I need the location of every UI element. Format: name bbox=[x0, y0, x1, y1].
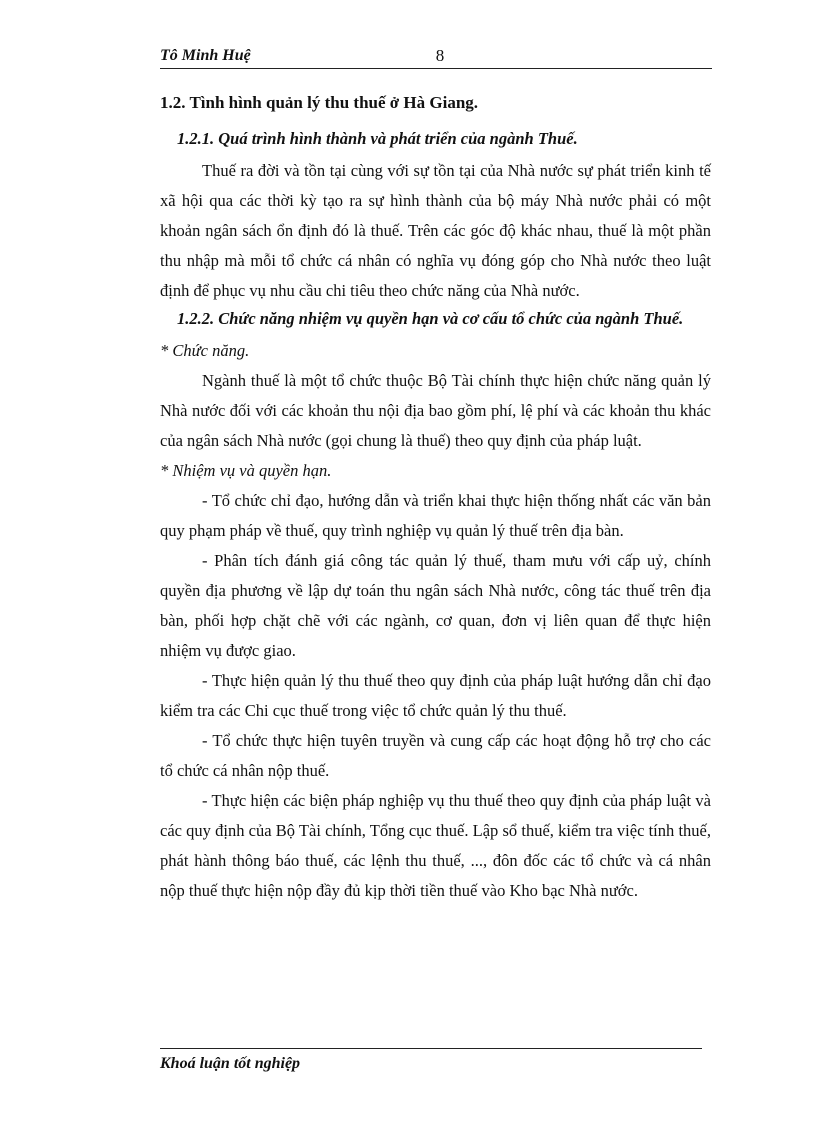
duty-label: * Nhiệm vụ và quyền hạn. bbox=[160, 461, 332, 480]
subsection-title-1: 1.2.1. Quá trình hình thành và phát triển của ngành Thuế. bbox=[177, 129, 578, 148]
page-content bbox=[160, 92, 711, 906]
duty-item: - Phân tích đánh giá công tác quản lý thuế, tham mưu với cấp uỷ, chính quyền địa phương về lập dự toán thu ngân sách Nhà nước, công tác thuế trên địa bàn, phối hợp chặt chẽ với các ngành, cơ quan, đơn vị liên quan để thực hiện nhiệm vụ được giao. bbox=[160, 551, 711, 660]
duty-item: - Tổ chức chỉ đạo, hướng dẫn và triển khai thực hiện thống nhất các văn bản quy phạm pháp về thuế, quy trình nghiệp vụ quản lý thuế trên địa bàn. bbox=[160, 491, 711, 540]
duty-item: - Thực hiện các biện pháp nghiệp vụ thu thuế theo quy định của pháp luật và các quy định của Bộ Tài chính, Tổng cục thuế. Lập sổ thuế, kiểm tra việc tính thuế, phát hành thông báo thuế, các lệnh thu thuế, ..., đôn đốc các tổ chức và cá nhân nộp thuế thực hiện nộp đầy đủ kịp thời tiền thuế vào Kho bạc Nhà nước. bbox=[160, 791, 711, 900]
subsection-title-2: 1.2.2. Chức năng nhiệm vụ quyền hạn và cơ cấu tổ chức của ngành Thuế. bbox=[177, 309, 684, 328]
duty-item: - Thực hiện quản lý thu thuế theo quy định của pháp luật hướng dẫn chỉ đạo kiểm tra các Chi cục thuế trong việc tổ chức quản lý thu thuế. bbox=[160, 671, 711, 720]
section-title: 1.2. Tình hình quản lý thu thuế ở Hà Giang. bbox=[160, 93, 479, 112]
paragraph-function: Ngành thuế là một tổ chức thuộc Bộ Tài chính thực hiện chức năng quản lý Nhà nước đối với các khoản thu nội địa bao gồm phí, lệ phí và các khoản thu khác của ngân sách Nhà nước (gọi chung là thuế) theo quy định của pháp luật. bbox=[160, 371, 711, 450]
footer-divider bbox=[160, 1048, 702, 1049]
function-label: * Chức năng. bbox=[160, 341, 250, 360]
paragraph-tax-origin: Thuế ra đời và tồn tại cùng với sự tồn tại của Nhà nước sự phát triển kinh tế xã hội qua các thời kỳ tạo ra sự hình thành của bộ máy Nhà nước phải có một khoản ngân sách ổn định đó là thuế. Trên các góc độ khác nhau, thuế là một phần thu nhập mà mỗi tổ chức cá nhân có nghĩa vụ đóng góp cho Nhà nước theo luật định để phục vụ nhu cầu chi tiêu theo chức năng của Nhà nước. bbox=[160, 161, 711, 300]
duty-item: - Tổ chức thực hiện tuyên truyền và cung cấp các hoạt động hỗ trợ cho các tổ chức cá nhân nộp thuế. bbox=[160, 731, 711, 780]
footer-text: Khoá luận tốt nghiệp bbox=[160, 1055, 301, 1072]
page-header bbox=[160, 44, 712, 69]
page-number: 8 bbox=[435, 46, 445, 65]
header-author: Tô Minh Huệ bbox=[160, 47, 251, 64]
